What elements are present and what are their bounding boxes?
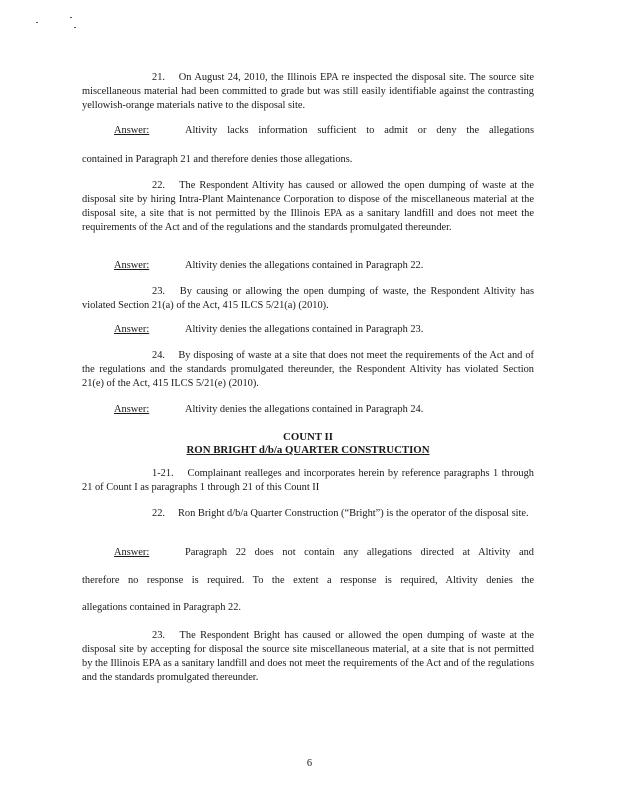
page-number: 6 — [306, 758, 313, 769]
answer-label: Answer: — [114, 547, 150, 558]
paragraph-21: 21. On August 24, 2010, the Illinois EPA re inspected the disposal site. The source site miscellaneous material had been committed to grade but was still easily identifiable against the contrasting yellowish-orange materials native to the disposal site. — [82, 72, 534, 111]
answer-22-count-ii-line3: allegations contained in Paragraph 22. — [82, 602, 241, 613]
paragraph-23-count-ii: 23. The Respondent Bright has caused or allowed the open dumping of waste at the disposal site by accepting for disposal the source site miscellaneous material, at a site that is not permitted by the Illinois EPA as a sanitary landfill and does not meet the requirements of the Act and of the regulations and the standards promulgated thereunder. — [82, 630, 534, 683]
paragraph-1-21: 1-21. Complainant realleges and incorporates herein by reference paragraphs 1 through 21 of Count I as paragraphs 1 through 21 of this Count II — [82, 468, 534, 493]
count-title: COUNT II — [283, 431, 333, 443]
answer-label: Answer: — [114, 404, 150, 415]
scan-speck — [70, 17, 72, 18]
paragraph-22-count-ii: 22. Ron Bright d/b/a Quarter Construction (“Bright”) is the operator of the disposal site. — [152, 508, 529, 519]
paragraph-23: 23. By causing or allowing the open dumping of waste, the Respondent Altivity has violated Section 21(a) of the Act, 415 ILCS 5/21(a) (2010). — [82, 286, 534, 311]
answer-text: Altivity denies the allegations contained in Paragraph 22. — [185, 260, 424, 271]
paragraph-22: 22. The Respondent Altivity has caused or allowed the open dumping of waste at the disposal site by hiring Intra-Plant Maintenance Corporation to dispose of the miscellaneous material at the disposal site, a site that is not permitted by the Illinois EPA as a sanitary landfill and does not meet the requirements of the Act and of the regulations and the standards promulgated thereunder. — [82, 180, 534, 233]
answer-22-count-ii-line2: therefore no response is required. To the extent a response is required, Altivity denies the — [82, 575, 534, 586]
answer-label: Answer: — [114, 324, 150, 335]
answer-21-continuation: contained in Paragraph 21 and therefore denies those allegations. — [82, 154, 353, 165]
answer-label: Answer: — [114, 125, 150, 136]
paragraph-24: 24. By disposing of waste at a site that does not meet the requirements of the Act and of the regulations and the standards promulgated thereunder, the Respondent Altivity has violated Section 21(e) of the Act, 415 ILCS 5/21(e) (2010). — [82, 350, 534, 389]
answer-text: Altivity lacks information sufficient to admit or deny the allegations — [185, 125, 534, 136]
scan-speck — [36, 22, 38, 23]
scan-speck — [74, 27, 76, 28]
answer-text: Altivity denies the allegations contained in Paragraph 24. — [185, 404, 424, 415]
answer-text: Altivity denies the allegations contained in Paragraph 23. — [185, 324, 424, 335]
count-subtitle: RON BRIGHT d/b/a QUARTER CONSTRUCTION — [186, 444, 430, 456]
answer-text: Paragraph 22 does not contain any allegations directed at Altivity and — [185, 547, 534, 558]
answer-label: Answer: — [114, 260, 150, 271]
